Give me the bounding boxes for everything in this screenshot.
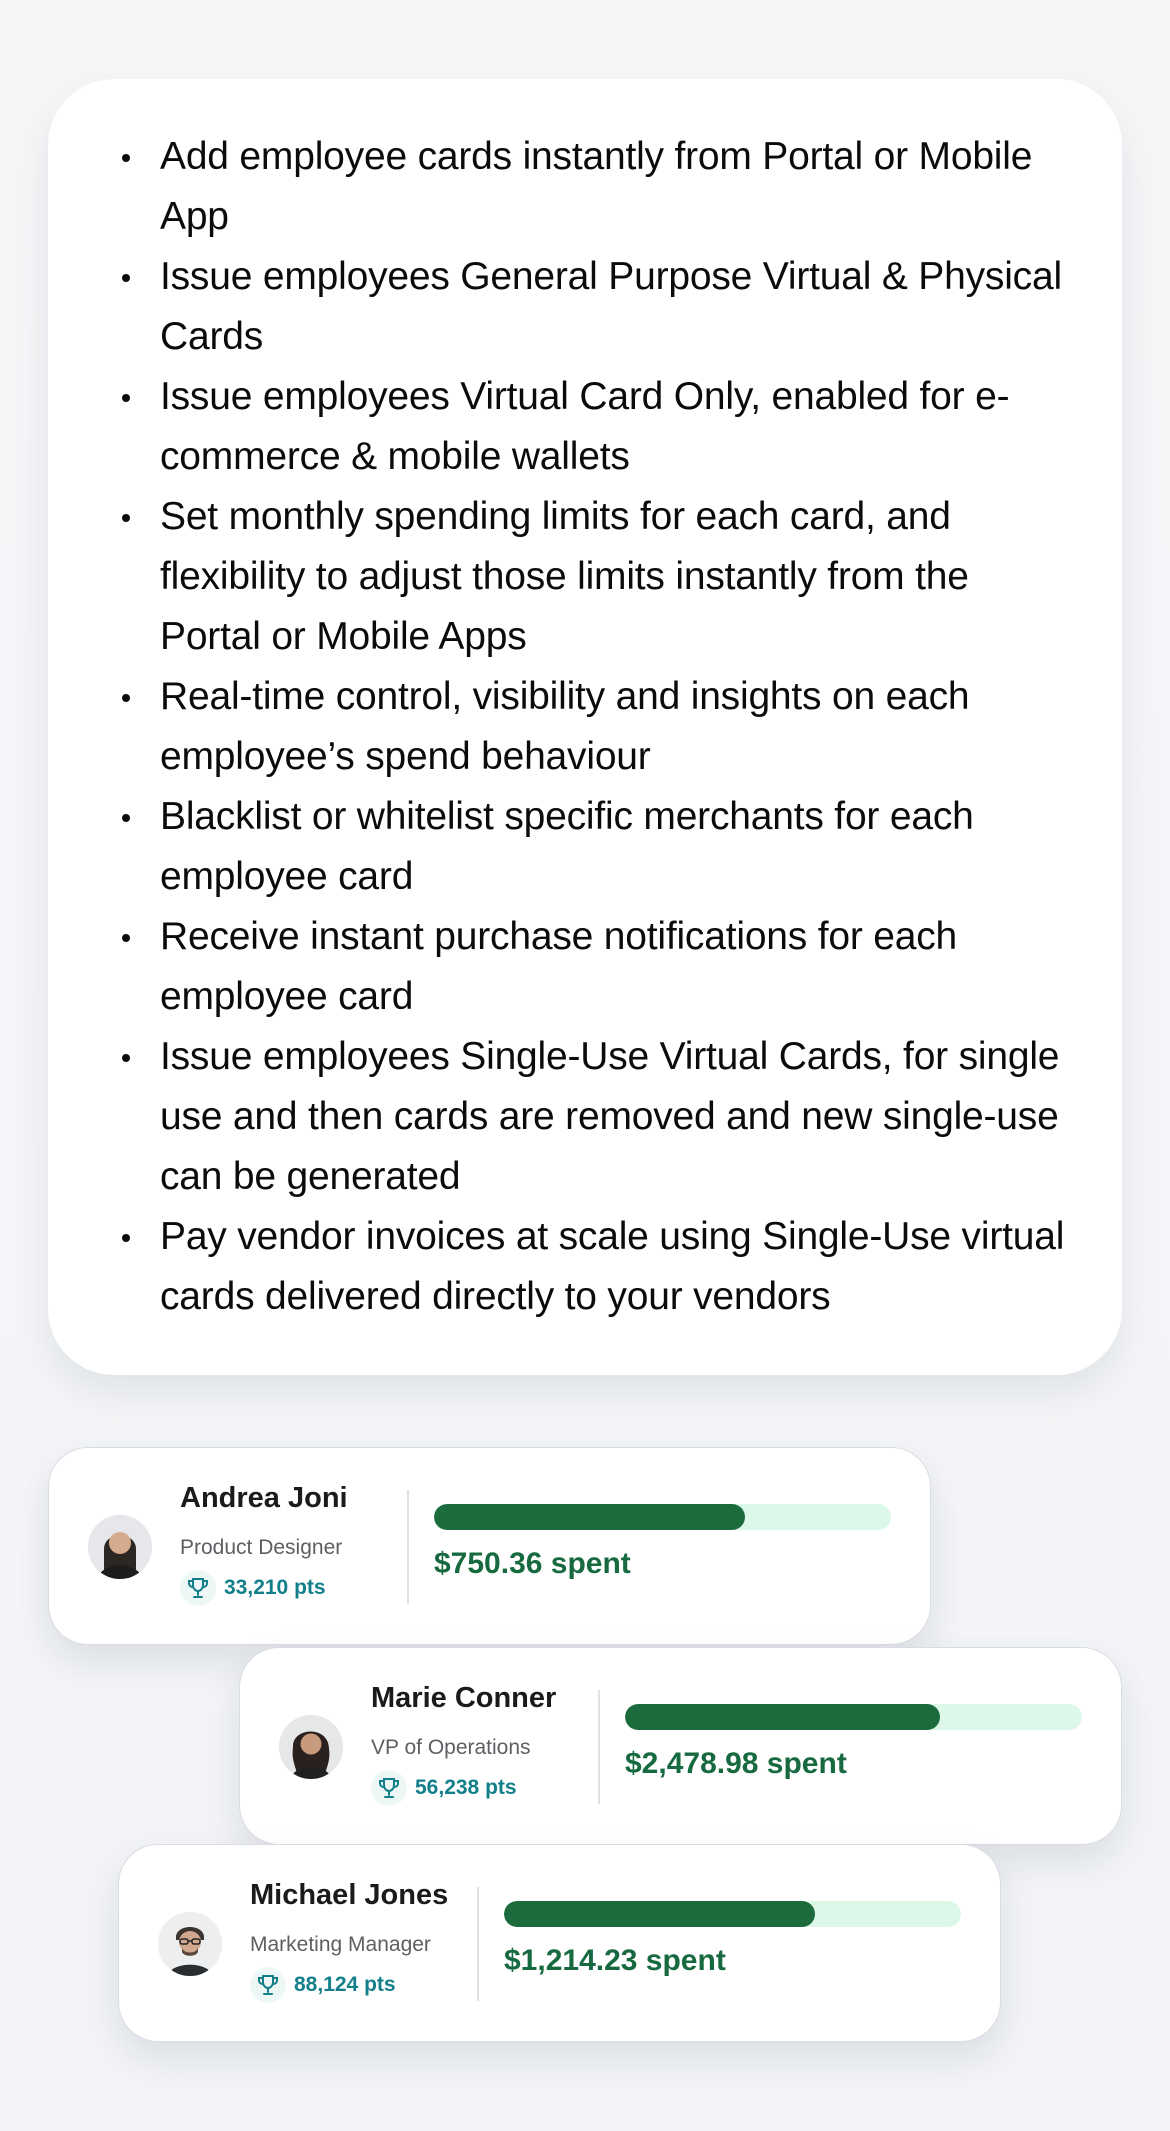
points-badge	[180, 1570, 326, 1606]
employee-name: Andrea Joni	[180, 1482, 348, 1514]
trophy-icon	[250, 1967, 286, 2003]
feature-item: Pay vendor invoices at scale using Single-Use virtual cards delivered directly to your vendors	[102, 1207, 1072, 1327]
spend-progress-fill	[625, 1704, 940, 1730]
employee-role: Product Designer	[180, 1536, 343, 1559]
spend-progress-bar	[625, 1704, 1082, 1730]
feature-item: Issue employees Single-Use Virtual Cards, for single use and then cards are removed and new single-use can be generated	[102, 1027, 1072, 1207]
employee-card-andrea-joni	[48, 1447, 931, 1645]
points-value: 33,210 pts	[224, 1576, 326, 1599]
spend-progress-bar	[434, 1504, 891, 1530]
points-value: 88,124 pts	[294, 1973, 396, 1996]
spend-progress-fill	[504, 1901, 815, 1927]
employee-card-michael-jones	[118, 1844, 1001, 2042]
card-divider	[477, 1887, 479, 2001]
employee-card-marie-conner	[239, 1647, 1122, 1845]
points-badge	[250, 1967, 396, 2003]
employee-name: Marie Conner	[371, 1682, 557, 1714]
trophy-icon	[180, 1570, 216, 1606]
points-badge	[371, 1770, 517, 1806]
points-value: 56,238 pts	[415, 1776, 517, 1799]
spent-amount: $750.36 spent	[434, 1547, 631, 1580]
card-divider	[407, 1490, 409, 1604]
feature-item: Set monthly spending limits for each card, and flexibility to adjust those limits instantly from the Portal or Mobile Apps	[102, 487, 1072, 667]
feature-item: Blacklist or whitelist specific merchants for each employee card	[102, 787, 1072, 907]
employee-role: VP of Operations	[371, 1736, 531, 1759]
avatar	[158, 1912, 222, 1976]
feature-list	[102, 127, 1072, 1327]
feature-item: Receive instant purchase notifications for each employee card	[102, 907, 1072, 1027]
spent-amount: $2,478.98 spent	[625, 1747, 847, 1780]
feature-item: Issue employees General Purpose Virtual & Physical Cards	[102, 247, 1072, 367]
feature-item: Add employee cards instantly from Portal or Mobile App	[102, 127, 1072, 247]
employee-role: Marketing Manager	[250, 1933, 431, 1956]
card-divider	[598, 1690, 600, 1804]
feature-list-panel	[48, 79, 1122, 1375]
feature-item: Issue employees Virtual Card Only, enabled for e-commerce & mobile wallets	[102, 367, 1072, 487]
spend-progress-bar	[504, 1901, 961, 1927]
feature-item: Real-time control, visibility and insights on each employee’s spend behaviour	[102, 667, 1072, 787]
spend-progress-fill	[434, 1504, 745, 1530]
employee-name: Michael Jones	[250, 1879, 449, 1911]
trophy-icon	[371, 1770, 407, 1806]
avatar	[279, 1715, 343, 1779]
avatar	[88, 1515, 152, 1579]
spent-amount: $1,214.23 spent	[504, 1944, 726, 1977]
